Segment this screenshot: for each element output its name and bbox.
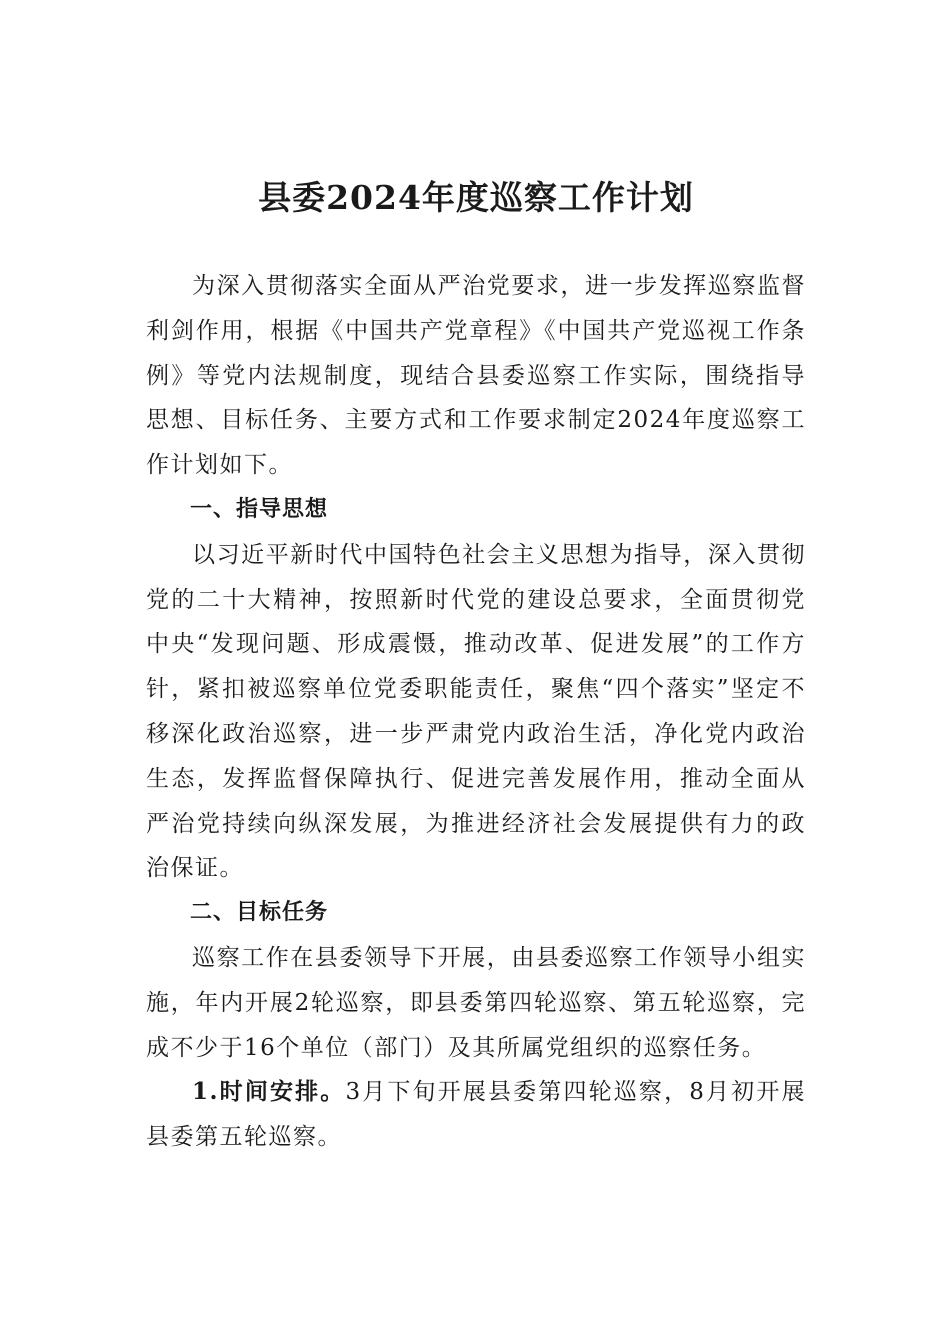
document-title: 县委2024年度巡察工作计划 xyxy=(258,178,694,217)
section-body-goals-tasks: 巡察工作在县委领导下开展，由县委巡察工作领导小组实施，年内开展2轮巡察，即县委第四轮巡察、第五轮巡察，完成不少于16个单位（部门）及其所属党组织的巡察任务。 xyxy=(146,944,806,1061)
document-page xyxy=(146,168,806,1160)
section-heading-guiding-ideology: 一、指导思想 xyxy=(190,496,329,522)
item-schedule-paragraph xyxy=(146,1070,806,1160)
item-schedule-lead: 1.时间安排。 xyxy=(192,1078,346,1106)
section-body-guiding-ideology: 以习近平新时代中国特色社会主义思想为指导，深入贯彻党的二十大精神，按照新时代党的建设总要求，全面贯彻党中央“发现问题、形成震慑，推动改革、促进发展”的工作方针，紧扣被巡察单位党委职能责任，聚焦“四个落实”坚定不移深化政治巡察，进一步严肃党内政治生活，净化党内政治生态，发挥监督保障执行、促进完善发展作用，推动全面从严治党持续向纵深发展，为推进经济社会发展提供有力的政治保证。 xyxy=(146,541,806,882)
intro-paragraph: 为深入贯彻落实全面从严治党要求，进一步发挥巡察监督利剑作用，根据《中国共产党章程》《中国共产党巡视工作条例》等党内法规制度，现结合县委巡察工作实际，围绕指导思想、目标任务、主要方式和工作要求制定2024年度巡察工作计划如下。 xyxy=(146,273,806,479)
section-heading-goals-tasks: 二、目标任务 xyxy=(190,900,329,926)
item-schedule-body: 3月下旬开展县委第四轮巡察，8月初开展县委第五轮巡察。 xyxy=(146,1079,806,1151)
